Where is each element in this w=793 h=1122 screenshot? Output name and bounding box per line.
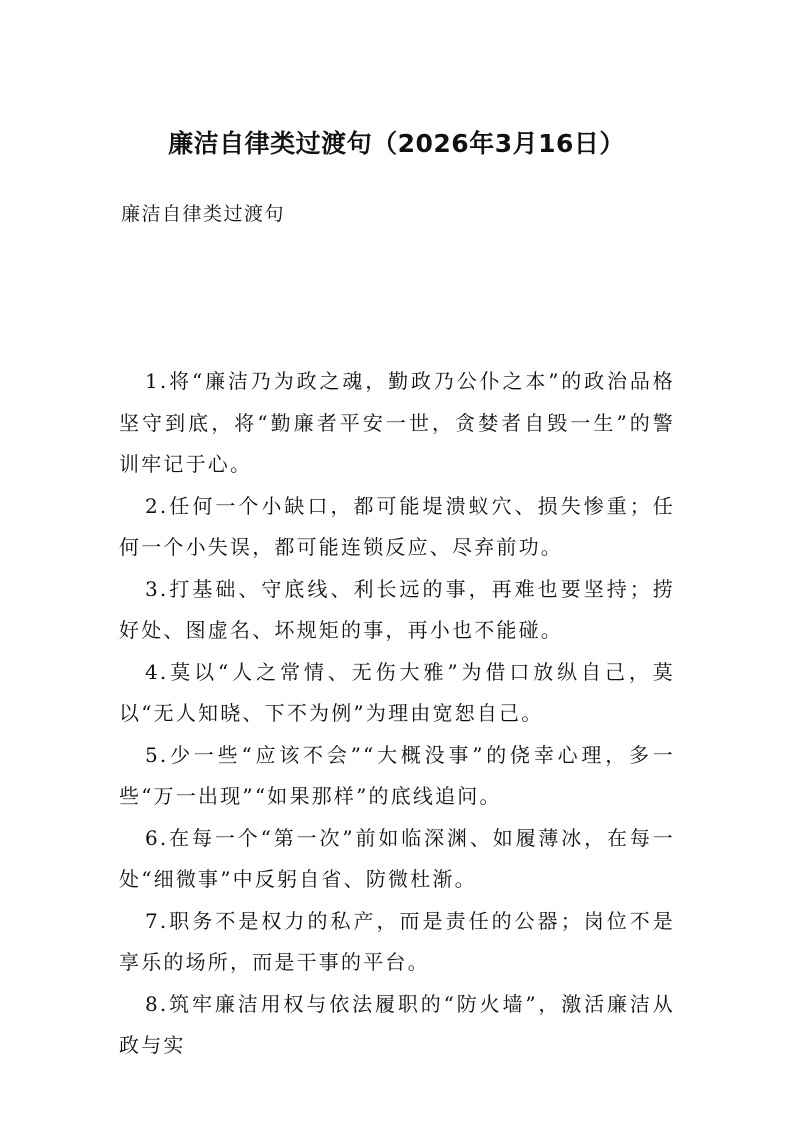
paragraph-5: 5.少一些“应该不会”“大概没事”的侥幸心理，多一些“万一出现”“如果那样”的底线追问。 xyxy=(119,742,675,808)
paragraph-4: 4.莫以“人之常情、无伤大雅”为借口放纵自己，莫以“无人知晓、下不为例”为理由宽恕自己。 xyxy=(119,659,675,725)
document-subtitle: 廉洁自律类过渡句 xyxy=(121,203,286,225)
paragraph-7: 7.职务不是权力的私产，而是责任的公器；岗位不是享乐的场所，而是干事的平台。 xyxy=(119,908,675,974)
paragraph-1: 1.将“廉洁乃为政之魂，勤政乃公仆之本”的政治品格坚守到底，将“勤廉者平安一世，贪婪者自毁一生”的警训牢记于心。 xyxy=(119,369,675,476)
paragraph-8: 8.筑牢廉洁用权与依法履职的“防火墙”，激活廉洁从政与实 xyxy=(119,991,675,1057)
paragraph-3: 3.打基础、守底线、利长远的事，再难也要坚持；捞好处、图虚名、坏规矩的事，再小也不能碰。 xyxy=(119,576,675,642)
document-body xyxy=(119,361,675,1067)
paragraph-6: 6.在每一个“第一次”前如临深渊、如履薄冰，在每一处“细微事”中反躬自省、防微杜渐。 xyxy=(119,825,675,891)
document-title: 廉洁自律类过渡句（2026年3月16日） xyxy=(168,129,625,158)
paragraph-2: 2.任何一个小缺口，都可能堤溃蚁穴、损失惨重；任何一个小失误，都可能连锁反应、尽弃前功。 xyxy=(119,493,675,559)
